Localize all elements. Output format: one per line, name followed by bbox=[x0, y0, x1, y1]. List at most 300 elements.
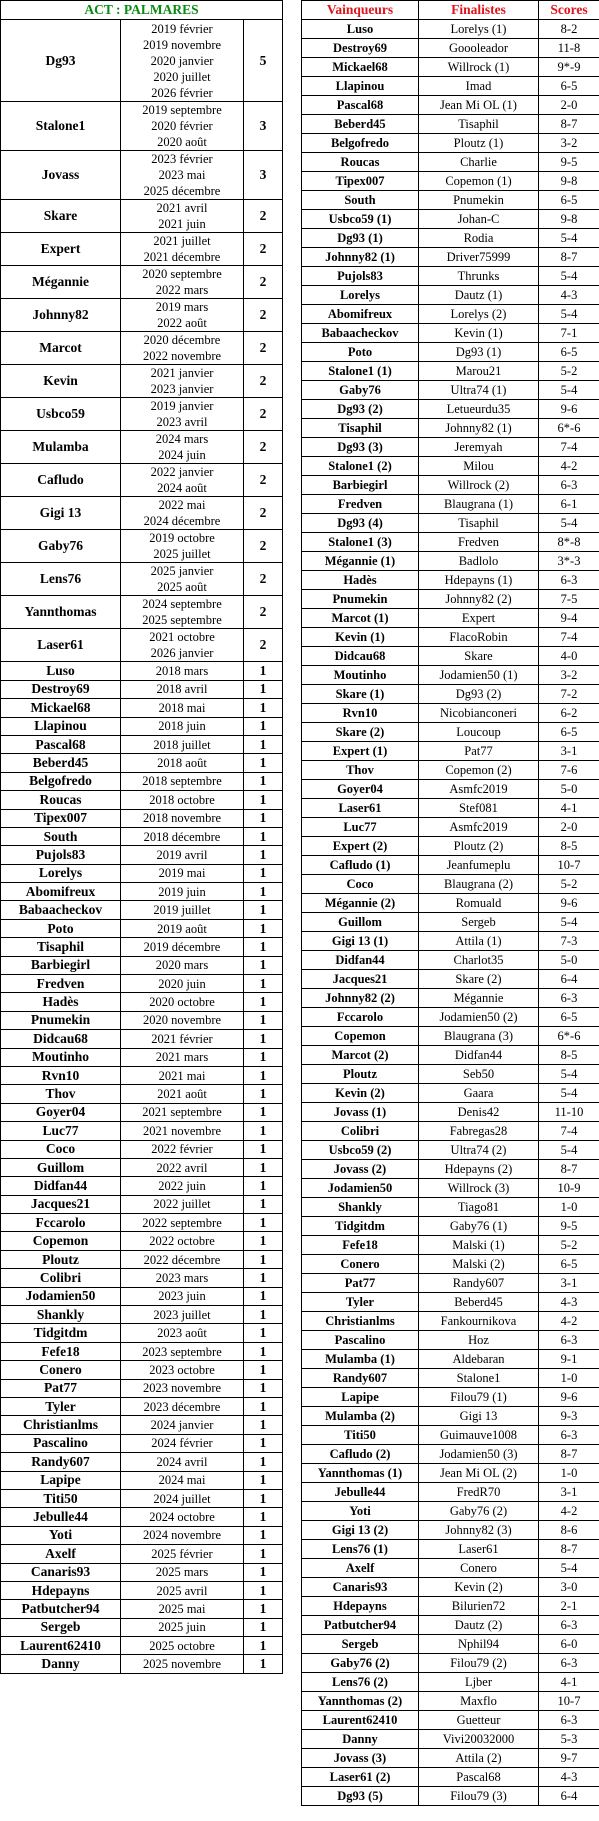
palmares-row bbox=[1, 431, 283, 464]
result-row bbox=[302, 1217, 599, 1236]
win-dates bbox=[121, 1066, 244, 1084]
win-count: 1 bbox=[244, 1637, 283, 1655]
score-cell: 8-7 bbox=[539, 1445, 599, 1464]
result-row bbox=[302, 932, 599, 951]
win-dates bbox=[121, 1637, 244, 1655]
palmares-row bbox=[1, 846, 283, 864]
result-row bbox=[302, 1578, 599, 1597]
win-dates bbox=[121, 1306, 244, 1324]
player-name: Pat77 bbox=[1, 1379, 121, 1397]
player-name: Kevin bbox=[1, 365, 121, 398]
score-cell: 8-7 bbox=[539, 248, 599, 267]
player-name: Patbutcher94 bbox=[1, 1600, 121, 1618]
score-cell: 7-4 bbox=[539, 438, 599, 457]
header-scores: Scores bbox=[539, 1, 599, 20]
win-count: 1 bbox=[244, 735, 283, 753]
win-count: 3 bbox=[244, 102, 283, 151]
finalist-cell: Blaugrana (1) bbox=[419, 495, 539, 514]
score-cell: 8-2 bbox=[539, 20, 599, 39]
finalist-cell: Thrunks bbox=[419, 267, 539, 286]
win-dates bbox=[121, 1250, 244, 1268]
finalist-cell: Hdepayns (2) bbox=[419, 1160, 539, 1179]
score-cell: 6*-6 bbox=[539, 419, 599, 438]
win-count: 2 bbox=[244, 398, 283, 431]
finalist-cell: Fankournikova bbox=[419, 1312, 539, 1331]
player-name: Roucas bbox=[1, 791, 121, 809]
win-date: 2022 novembre bbox=[142, 349, 222, 364]
finalist-cell: Pascal68 bbox=[419, 1768, 539, 1787]
result-row bbox=[302, 1616, 599, 1635]
winner-cell: Pascal68 bbox=[302, 96, 419, 115]
palmares-row bbox=[1, 20, 283, 102]
win-count: 1 bbox=[244, 1324, 283, 1342]
winner-cell: Marcot (2) bbox=[302, 1046, 419, 1065]
win-count: 1 bbox=[244, 1545, 283, 1563]
win-dates bbox=[121, 735, 244, 753]
result-row bbox=[302, 229, 599, 248]
finalist-cell: Jodamien50 (3) bbox=[419, 1445, 539, 1464]
result-row bbox=[302, 1464, 599, 1483]
win-dates bbox=[121, 772, 244, 790]
finalist-cell: Fredven bbox=[419, 533, 539, 552]
winner-cell: Lapipe bbox=[302, 1388, 419, 1407]
win-dates bbox=[121, 266, 244, 299]
score-cell: 6-1 bbox=[539, 495, 599, 514]
player-name: Babaacheckov bbox=[1, 901, 121, 919]
score-cell: 6*-6 bbox=[539, 1027, 599, 1046]
player-name: Canaris93 bbox=[1, 1563, 121, 1581]
finalist-cell: Marou21 bbox=[419, 362, 539, 381]
win-count: 1 bbox=[244, 827, 283, 845]
palmares-row bbox=[1, 883, 283, 901]
win-date: 2018 mai bbox=[158, 700, 206, 715]
result-row bbox=[302, 438, 599, 457]
win-date: 2020 août bbox=[157, 135, 207, 150]
win-date: 2025 août bbox=[157, 580, 207, 595]
win-date: 2019 février bbox=[151, 21, 213, 36]
winner-cell: Destroy69 bbox=[302, 39, 419, 58]
winner-cell: Copemon bbox=[302, 1027, 419, 1046]
win-dates bbox=[121, 1398, 244, 1416]
player-name: Johnny82 bbox=[1, 299, 121, 332]
win-dates bbox=[121, 1011, 244, 1029]
result-row bbox=[302, 609, 599, 628]
winner-cell: Jovass (3) bbox=[302, 1749, 419, 1768]
win-count: 1 bbox=[244, 1103, 283, 1121]
win-dates bbox=[121, 1177, 244, 1195]
score-cell: 3-1 bbox=[539, 742, 599, 761]
result-row bbox=[302, 134, 599, 153]
result-row bbox=[302, 153, 599, 172]
palmares-row bbox=[1, 233, 283, 266]
palmares-row bbox=[1, 1250, 283, 1268]
palmares-row bbox=[1, 1508, 283, 1526]
result-row bbox=[302, 761, 599, 780]
win-count: 1 bbox=[244, 1158, 283, 1176]
win-date: 2020 juillet bbox=[153, 69, 211, 84]
win-date: 2019 avril bbox=[156, 847, 208, 862]
result-row bbox=[302, 533, 599, 552]
score-cell: 8-5 bbox=[539, 837, 599, 856]
score-cell: 6-0 bbox=[539, 1635, 599, 1654]
win-date: 2022 janvier bbox=[150, 465, 214, 480]
player-name: Barbiegirl bbox=[1, 956, 121, 974]
win-dates bbox=[121, 200, 244, 233]
player-name: Goyer04 bbox=[1, 1103, 121, 1121]
finalist-cell: Jean Mi OL (2) bbox=[419, 1464, 539, 1483]
win-count: 1 bbox=[244, 919, 283, 937]
win-dates bbox=[121, 530, 244, 563]
score-cell: 6-3 bbox=[539, 476, 599, 495]
win-dates bbox=[121, 1140, 244, 1158]
finalist-cell: Attila (2) bbox=[419, 1749, 539, 1768]
win-count: 1 bbox=[244, 772, 283, 790]
winner-cell: Titi50 bbox=[302, 1426, 419, 1445]
palmares-row bbox=[1, 299, 283, 332]
player-name: Skare bbox=[1, 200, 121, 233]
win-date: 2025 mars bbox=[155, 1565, 209, 1580]
win-count: 1 bbox=[244, 1342, 283, 1360]
score-cell: 6-3 bbox=[539, 1616, 599, 1635]
player-name: Didcau68 bbox=[1, 1030, 121, 1048]
result-row bbox=[302, 818, 599, 837]
win-count: 1 bbox=[244, 1306, 283, 1324]
player-name: Llapinou bbox=[1, 717, 121, 735]
results-table bbox=[301, 0, 599, 1806]
result-row bbox=[302, 989, 599, 1008]
result-row bbox=[302, 343, 599, 362]
result-row bbox=[302, 1293, 599, 1312]
win-date: 2020 juin bbox=[158, 976, 206, 991]
winner-cell: Stalone1 (2) bbox=[302, 457, 419, 476]
win-dates bbox=[121, 1361, 244, 1379]
score-cell: 9-4 bbox=[539, 609, 599, 628]
winner-cell: Canaris93 bbox=[302, 1578, 419, 1597]
win-dates bbox=[121, 846, 244, 864]
palmares-table bbox=[0, 0, 283, 1674]
player-name: Fccarolo bbox=[1, 1214, 121, 1232]
result-row bbox=[302, 1502, 599, 1521]
player-name: Rvn10 bbox=[1, 1066, 121, 1084]
finalist-cell: Lorelys (1) bbox=[419, 20, 539, 39]
result-row bbox=[302, 780, 599, 799]
winner-cell: Shankly bbox=[302, 1198, 419, 1217]
result-row bbox=[302, 286, 599, 305]
win-date: 2018 septembre bbox=[142, 774, 222, 789]
win-count: 3 bbox=[244, 151, 283, 200]
result-row bbox=[302, 1730, 599, 1749]
player-name: Pascalino bbox=[1, 1434, 121, 1452]
win-count: 1 bbox=[244, 1011, 283, 1029]
win-date: 2023 avril bbox=[156, 415, 208, 430]
win-dates bbox=[121, 919, 244, 937]
win-count: 2 bbox=[244, 233, 283, 266]
winner-cell: Yannthomas (1) bbox=[302, 1464, 419, 1483]
win-dates bbox=[121, 563, 244, 596]
win-dates bbox=[121, 1416, 244, 1434]
score-cell: 3-2 bbox=[539, 666, 599, 685]
result-row bbox=[302, 457, 599, 476]
result-row bbox=[302, 1198, 599, 1217]
player-name: Jodamien50 bbox=[1, 1287, 121, 1305]
score-cell: 1-0 bbox=[539, 1198, 599, 1217]
winner-cell: Expert (1) bbox=[302, 742, 419, 761]
palmares-row bbox=[1, 1398, 283, 1416]
player-name: Luso bbox=[1, 662, 121, 680]
palmares-row bbox=[1, 1361, 283, 1379]
finalist-cell: Maxflo bbox=[419, 1692, 539, 1711]
win-dates bbox=[121, 1563, 244, 1581]
winner-cell: Yoti bbox=[302, 1502, 419, 1521]
palmares-row bbox=[1, 332, 283, 365]
win-dates bbox=[121, 1471, 244, 1489]
player-name: Beberd45 bbox=[1, 754, 121, 772]
player-name: Fefe18 bbox=[1, 1342, 121, 1360]
palmares-row bbox=[1, 365, 283, 398]
result-row bbox=[302, 1141, 599, 1160]
finalist-cell: Skare (2) bbox=[419, 970, 539, 989]
win-date: 2024 mai bbox=[158, 1473, 206, 1488]
win-date: 2023 août bbox=[157, 1326, 207, 1341]
finalist-cell: Dautz (1) bbox=[419, 286, 539, 305]
score-cell: 3-1 bbox=[539, 1274, 599, 1293]
palmares-row bbox=[1, 1158, 283, 1176]
result-row bbox=[302, 1768, 599, 1787]
win-date: 2019 mai bbox=[158, 866, 206, 881]
score-cell: 9-7 bbox=[539, 1749, 599, 1768]
score-cell: 5-4 bbox=[539, 305, 599, 324]
win-dates bbox=[121, 791, 244, 809]
score-cell: 5-4 bbox=[539, 514, 599, 533]
palmares-row bbox=[1, 1471, 283, 1489]
score-cell: 5-4 bbox=[539, 229, 599, 248]
win-count: 1 bbox=[244, 1416, 283, 1434]
win-date: 2023 décembre bbox=[143, 1399, 221, 1414]
win-count: 1 bbox=[244, 1655, 283, 1673]
finalist-cell: Jean Mi OL (1) bbox=[419, 96, 539, 115]
player-name: Yannthomas bbox=[1, 596, 121, 629]
win-date: 2021 février bbox=[151, 1031, 213, 1046]
win-date: 2019 octobre bbox=[149, 531, 215, 546]
win-count: 1 bbox=[244, 1066, 283, 1084]
finalist-cell: Didfan44 bbox=[419, 1046, 539, 1065]
win-dates bbox=[121, 662, 244, 680]
result-row bbox=[302, 1065, 599, 1084]
win-date: 2025 septembre bbox=[142, 613, 222, 628]
player-name: Tipex007 bbox=[1, 809, 121, 827]
win-date: 2025 octobre bbox=[149, 1638, 215, 1653]
win-dates bbox=[121, 1214, 244, 1232]
palmares-row bbox=[1, 1269, 283, 1287]
win-count: 1 bbox=[244, 1250, 283, 1268]
finalist-cell: Johnny82 (2) bbox=[419, 590, 539, 609]
win-count: 1 bbox=[244, 1471, 283, 1489]
palmares-row bbox=[1, 497, 283, 530]
winner-cell: Beberd45 bbox=[302, 115, 419, 134]
result-row bbox=[302, 1255, 599, 1274]
win-date: 2020 octobre bbox=[149, 995, 215, 1010]
palmares-row bbox=[1, 901, 283, 919]
win-dates bbox=[121, 864, 244, 882]
winner-cell: Kevin (2) bbox=[302, 1084, 419, 1103]
winner-cell: Conero bbox=[302, 1255, 419, 1274]
win-date: 2025 juin bbox=[158, 1620, 206, 1635]
win-dates bbox=[121, 1600, 244, 1618]
score-cell: 7-4 bbox=[539, 628, 599, 647]
score-cell: 7-6 bbox=[539, 761, 599, 780]
win-count: 1 bbox=[244, 1434, 283, 1452]
winner-cell: Jodamien50 bbox=[302, 1179, 419, 1198]
winner-cell: Thov bbox=[302, 761, 419, 780]
finalist-cell: Mégannie bbox=[419, 989, 539, 1008]
finalist-cell: Guimauve1008 bbox=[419, 1426, 539, 1445]
winner-cell: Johnny82 (1) bbox=[302, 248, 419, 267]
win-date: 2025 mai bbox=[158, 1601, 206, 1616]
score-cell: 9-3 bbox=[539, 1407, 599, 1426]
player-name: Didfan44 bbox=[1, 1177, 121, 1195]
result-row bbox=[302, 723, 599, 742]
result-row bbox=[302, 1350, 599, 1369]
winner-cell: Pascalino bbox=[302, 1331, 419, 1350]
finalist-cell: Ljber bbox=[419, 1673, 539, 1692]
score-cell: 3-2 bbox=[539, 134, 599, 153]
win-date: 2023 novembre bbox=[142, 1381, 222, 1396]
win-date: 2020 décembre bbox=[143, 333, 221, 348]
finalist-cell: Vivi20032000 bbox=[419, 1730, 539, 1749]
player-name: Tisaphil bbox=[1, 938, 121, 956]
finalist-cell: Filou79 (1) bbox=[419, 1388, 539, 1407]
finalist-cell: Stalone1 bbox=[419, 1369, 539, 1388]
winner-cell: Tisaphil bbox=[302, 419, 419, 438]
win-dates bbox=[121, 233, 244, 266]
win-count: 1 bbox=[244, 975, 283, 993]
result-row bbox=[302, 77, 599, 96]
player-name: Destroy69 bbox=[1, 680, 121, 698]
result-row bbox=[302, 20, 599, 39]
win-dates bbox=[121, 497, 244, 530]
win-dates bbox=[121, 151, 244, 200]
finalist-cell: Jodamien50 (2) bbox=[419, 1008, 539, 1027]
win-dates bbox=[121, 1545, 244, 1563]
score-cell: 8-5 bbox=[539, 1046, 599, 1065]
palmares-row bbox=[1, 809, 283, 827]
palmares-row bbox=[1, 596, 283, 629]
palmares-row bbox=[1, 1232, 283, 1250]
winner-cell: Lens76 (1) bbox=[302, 1540, 419, 1559]
result-row bbox=[302, 1540, 599, 1559]
win-date: 2018 avril bbox=[156, 682, 208, 697]
score-cell: 6-3 bbox=[539, 1331, 599, 1350]
win-count: 1 bbox=[244, 809, 283, 827]
win-count: 1 bbox=[244, 864, 283, 882]
finalist-cell: Malski (1) bbox=[419, 1236, 539, 1255]
result-row bbox=[302, 837, 599, 856]
winner-cell: Gigi 13 (1) bbox=[302, 932, 419, 951]
win-date: 2020 février bbox=[151, 119, 213, 134]
winner-cell: Randy607 bbox=[302, 1369, 419, 1388]
finalist-cell: Willrock (1) bbox=[419, 58, 539, 77]
palmares-row bbox=[1, 1545, 283, 1563]
win-date: 2023 mai bbox=[158, 168, 206, 183]
result-row bbox=[302, 324, 599, 343]
score-cell: 5-3 bbox=[539, 1730, 599, 1749]
winner-cell: Roucas bbox=[302, 153, 419, 172]
winner-cell: Skare (2) bbox=[302, 723, 419, 742]
palmares-row bbox=[1, 1581, 283, 1599]
win-date: 2019 juin bbox=[158, 884, 206, 899]
win-count: 2 bbox=[244, 431, 283, 464]
player-name: Mulamba bbox=[1, 431, 121, 464]
win-dates bbox=[121, 883, 244, 901]
win-count: 1 bbox=[244, 1563, 283, 1581]
score-cell: 6-5 bbox=[539, 723, 599, 742]
win-date: 2020 mars bbox=[155, 958, 209, 973]
winner-cell: Marcot (1) bbox=[302, 609, 419, 628]
win-dates bbox=[121, 431, 244, 464]
win-dates bbox=[121, 1103, 244, 1121]
win-count: 1 bbox=[244, 699, 283, 717]
win-dates bbox=[121, 901, 244, 919]
palmares-row bbox=[1, 1655, 283, 1673]
win-count: 1 bbox=[244, 754, 283, 772]
win-dates bbox=[121, 596, 244, 629]
result-row bbox=[302, 1787, 599, 1806]
palmares-row bbox=[1, 993, 283, 1011]
winner-cell: Ploutz bbox=[302, 1065, 419, 1084]
win-count: 1 bbox=[244, 1232, 283, 1250]
win-date: 2023 octobre bbox=[149, 1362, 215, 1377]
player-name: Jebulle44 bbox=[1, 1508, 121, 1526]
score-cell: 6-3 bbox=[539, 1654, 599, 1673]
win-date: 2025 juillet bbox=[153, 547, 211, 562]
palmares-row bbox=[1, 827, 283, 845]
score-cell: 10-7 bbox=[539, 856, 599, 875]
winner-cell: Jacques21 bbox=[302, 970, 419, 989]
win-date: 2018 mars bbox=[155, 664, 209, 679]
result-row bbox=[302, 1559, 599, 1578]
win-date: 2021 juin bbox=[158, 217, 206, 232]
win-date: 2022 avril bbox=[156, 1160, 208, 1175]
palmares-row bbox=[1, 919, 283, 937]
win-date: 2019 janvier bbox=[150, 399, 214, 414]
win-date: 2022 octobre bbox=[149, 1234, 215, 1249]
palmares-row bbox=[1, 1214, 283, 1232]
player-name: Jacques21 bbox=[1, 1195, 121, 1213]
win-count: 1 bbox=[244, 1453, 283, 1471]
score-cell: 5-4 bbox=[539, 1084, 599, 1103]
winner-cell: Gaby76 (2) bbox=[302, 1654, 419, 1673]
player-name: Mégannie bbox=[1, 266, 121, 299]
win-date: 2025 avril bbox=[156, 1583, 208, 1598]
palmares-row bbox=[1, 1011, 283, 1029]
player-name: Poto bbox=[1, 919, 121, 937]
finalist-cell: Goooleador bbox=[419, 39, 539, 58]
win-date: 2024 septembre bbox=[142, 597, 222, 612]
player-name: Tyler bbox=[1, 1398, 121, 1416]
win-count: 2 bbox=[244, 299, 283, 332]
score-cell: 8*-8 bbox=[539, 533, 599, 552]
finalist-cell: Bilurien72 bbox=[419, 1597, 539, 1616]
player-name: Hadès bbox=[1, 993, 121, 1011]
palmares-row bbox=[1, 1637, 283, 1655]
finalist-cell: Gaby76 (2) bbox=[419, 1502, 539, 1521]
win-dates bbox=[121, 1342, 244, 1360]
result-row bbox=[302, 1179, 599, 1198]
win-count: 2 bbox=[244, 530, 283, 563]
result-row bbox=[302, 1407, 599, 1426]
result-row bbox=[302, 96, 599, 115]
player-name: Pujols83 bbox=[1, 846, 121, 864]
